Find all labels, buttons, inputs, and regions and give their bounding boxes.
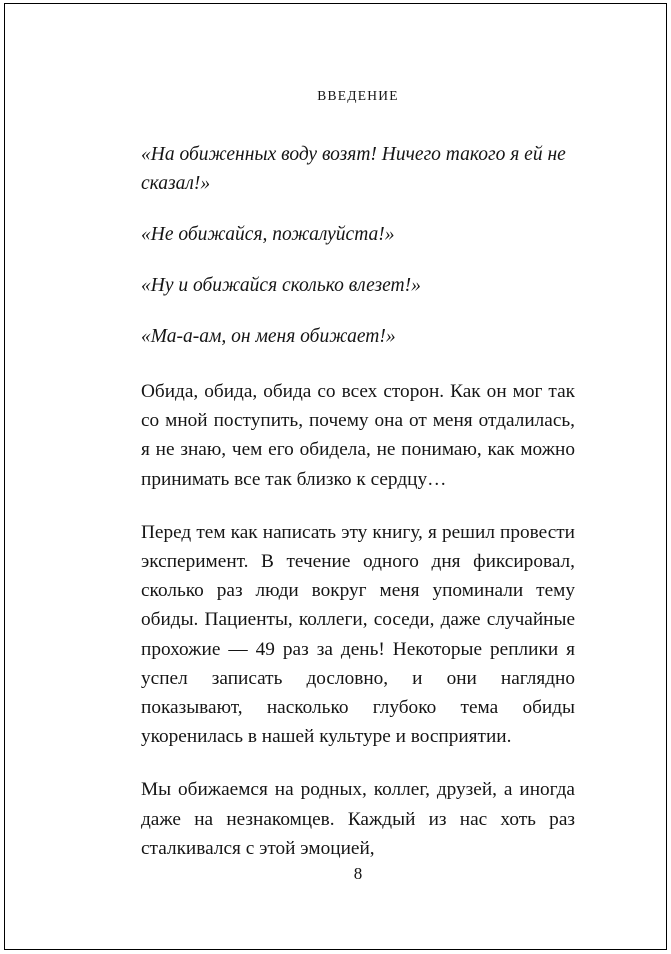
quote-line: «Ну и обижайся сколько влезет!»: [141, 275, 421, 296]
book-page: [4, 3, 667, 950]
body-paragraph: Мы обижаемся на родных, коллег, друзей, а иногда даже на незнакомцев. Каждый из нас хоть раз сталкивался с этой эмоцией,: [141, 779, 575, 859]
page-content: [141, 140, 575, 863]
quote-line: «Не обижайся, пожалуйста!»: [141, 224, 395, 245]
body-paragraph: Перед тем как написать эту книгу, я решил провести эксперимент. В течение одного дня фиксировал, сколько раз люди вокруг меня упоминали тему обиды. Пациенты, коллеги, соседи, даже случайные прохожие — 49 раз за день! Некоторые реплики я успел записать дословно, и они наглядно показывают, насколько глубоко тема обиды укоренилась в нашей культуре и восприятии.: [141, 521, 575, 748]
page-text-column: [141, 4, 575, 949]
quote-block: [141, 140, 575, 351]
body-paragraph: Обида, обида, обида со всех сторон. Как он мог так со мной поступить, почему она от меня отдалилась, я не знаю, чем его обидела, не понимаю, как можно принимать все так близко к сердцу…: [141, 381, 575, 490]
quote-line: «Ма-а-ам, он меня обижает!»: [141, 326, 396, 347]
quote-line: «На обиженных воду возят! Ничего такого я ей не сказал!»: [141, 144, 566, 194]
body-text-block: [141, 377, 575, 863]
running-head: ВВЕДЕНИЕ: [317, 88, 399, 103]
page-number: 8: [353, 864, 363, 883]
